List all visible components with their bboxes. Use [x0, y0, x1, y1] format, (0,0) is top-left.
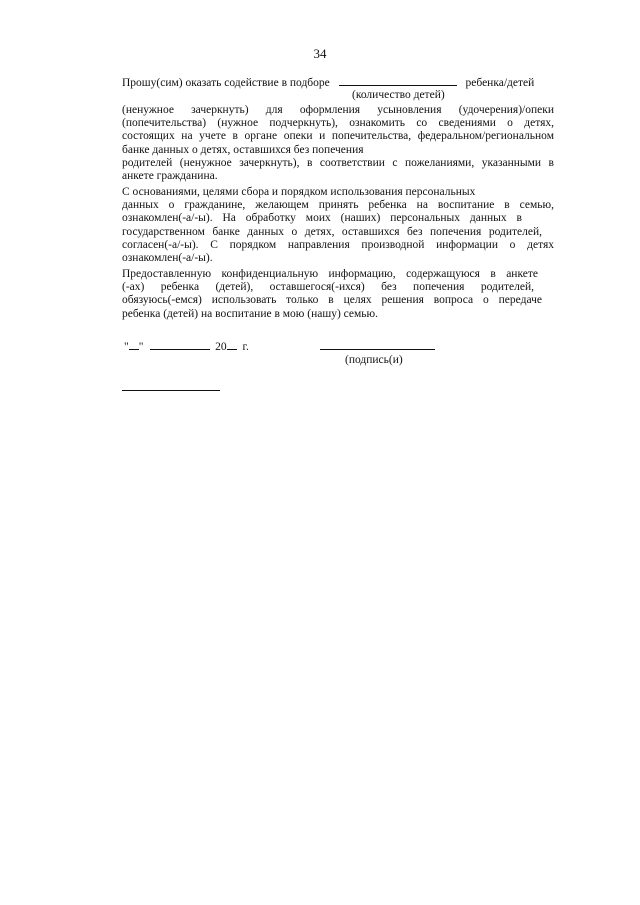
request-first-line-end: ребенка/детей [465, 77, 535, 89]
request-first-line-text: Прошу(сим) оказать содействие в подборе [122, 77, 330, 89]
request-line: (попечительства) (нужное подчеркнуть), ознакомить со сведениями о детях, [122, 117, 554, 130]
consent-line: данных о гражданине, желающем принять ребенка на воспитание в семью, [122, 199, 554, 212]
date-century: 20 [215, 341, 227, 353]
request-paragraph-body [122, 104, 554, 183]
confidential-line: (-ах) ребенка (детей), оставшегося(-ихся) без попечения родителей, [122, 281, 534, 294]
request-line: родителей (ненужное зачеркнуть), в соответствии с пожеланиями, указанными в [122, 156, 554, 169]
date-quote-open: " [124, 341, 129, 353]
confidential-line: обязуюсь(-емся) использовать только в целях решения вопроса о передаче [122, 294, 542, 307]
request-line: (ненужное зачеркнуть) для оформления усыновления (удочерения)/опеки [122, 104, 554, 116]
consent-line: согласен(-а/-ы). С порядком направления производной информации о детях [122, 238, 554, 251]
footnote-separator [122, 390, 220, 391]
date-year-blank [227, 340, 237, 350]
confidential-line: Предоставленную конфиденциальную информацию, содержащуюся в анкете [122, 268, 538, 280]
page-number: 34 [313, 46, 327, 61]
date-line [124, 340, 249, 354]
children-count-blank [339, 76, 457, 86]
consent-line: государственном банке данных о детях, оставшихся без попечения родителей, [122, 225, 542, 238]
signature-caption: (подпись(и) [345, 354, 403, 366]
request-line: банке данных о детях, оставшихся без попечения [122, 143, 364, 156]
confidential-line: ребенка (детей) на воспитание в мою (нашу) семью. [122, 307, 379, 320]
request-line: состоящих на учете в органе опеки и попечительства, федеральном/региональном [122, 130, 554, 143]
request-paragraph [122, 76, 554, 89]
date-day-blank [129, 340, 139, 350]
confidential-paragraph [122, 268, 554, 321]
request-first-line [122, 76, 554, 89]
date-quote-close: " [138, 341, 144, 353]
signature-line [320, 349, 435, 350]
consent-line: ознакомлен(-а/-ы). [122, 251, 213, 264]
consent-line: ознакомлен(-а/-ы). На обработку моих (наших) персональных данных в [122, 212, 522, 225]
date-month-blank [150, 340, 210, 350]
date-year-suffix: г. [242, 341, 249, 353]
consent-line: С основаниями, целями сбора и порядком использования персональных [122, 186, 476, 198]
consent-paragraph [122, 186, 554, 265]
request-line: анкете гражданина. [122, 169, 218, 182]
children-count-caption: (количество детей) [352, 89, 445, 101]
